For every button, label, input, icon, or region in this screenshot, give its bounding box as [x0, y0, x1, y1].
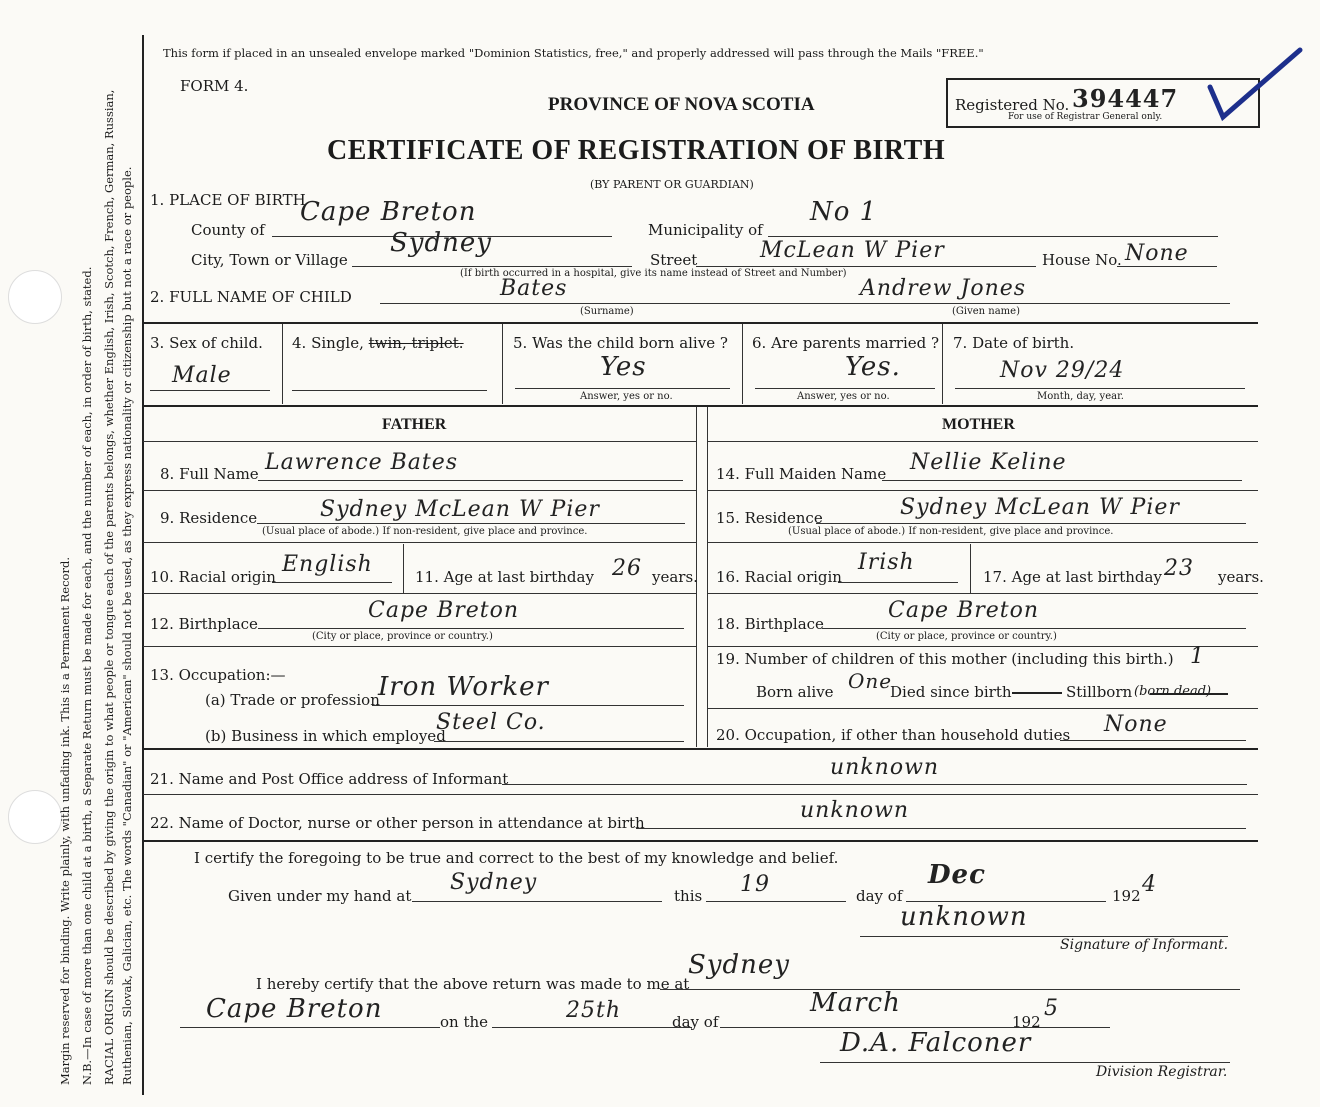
registrar-year-value: 5	[1044, 996, 1059, 1021]
doctor-value: unknown	[800, 798, 910, 823]
place-of-birth-label: 1. PLACE OF BIRTH	[150, 191, 306, 209]
mother-birthplace-label: 18. Birthplace	[716, 615, 824, 633]
born-alive-value: Yes	[600, 352, 647, 382]
single-text: 4. Single,	[292, 334, 364, 352]
binding-border	[142, 35, 144, 1095]
punch-hole-bottom	[8, 790, 62, 844]
dob-value: Nov 29/24	[1000, 358, 1125, 383]
dob-label: 7. Date of birth.	[953, 334, 1075, 352]
municipality-label: Municipality of	[648, 221, 763, 239]
certificate-title: CERTIFICATE OF REGISTRATION OF BIRTH	[327, 135, 946, 166]
on-the-label: on the	[440, 1013, 489, 1031]
county-value: Cape Breton	[300, 197, 477, 227]
died-since-birth-label: Died since birth	[890, 683, 1012, 701]
certificate-subtitle: (BY PARENT OR GUARDIAN)	[590, 178, 754, 191]
dob-note: Month, day, year.	[1037, 391, 1124, 402]
father-heading: FATHER	[382, 416, 447, 433]
certification-text: I certify the foregoing to be true and correct to the best of my knowledge and belief.	[194, 849, 839, 867]
informant-label: 21. Name and Post Office address of Informant	[150, 770, 509, 788]
margin-note-4: Ruthenian, Slovak, Galician, etc. The words "Canadian" or "American" should not be used, as they express nationality or citizenship but not a race or people.	[120, 166, 134, 1085]
father-name-value: Lawrence Bates	[265, 450, 459, 475]
mother-name-label: 14. Full Maiden Name	[716, 465, 887, 483]
blue-check-icon	[1205, 45, 1310, 125]
parents-married-value: Yes.	[845, 352, 901, 382]
mother-age-label: 17. Age at last birthday	[983, 568, 1162, 586]
province-title: PROVINCE OF NOVA SCOTIA	[548, 94, 815, 115]
father-age-value: 26	[612, 556, 642, 581]
registered-note: For use of Registrar General only.	[1008, 112, 1163, 122]
child-surname-value: Bates	[500, 276, 568, 301]
father-birthplace-value: Cape Breton	[368, 598, 520, 623]
year-value: 4	[1142, 872, 1157, 897]
registrar-county-value: Cape Breton	[206, 994, 383, 1024]
city-value: Sydney	[390, 228, 492, 258]
parents-married-note: Answer, yes or no.	[797, 391, 890, 402]
mother-age-unit: years.	[1218, 568, 1264, 586]
year-prefix: 192	[1112, 887, 1141, 905]
registrar-day-of-label: day of	[672, 1013, 719, 1031]
father-residence-label: 9. Residence	[160, 509, 258, 527]
month-value: Dec	[928, 860, 986, 890]
child-given-label: (Given name)	[952, 306, 1020, 317]
street-label: Street	[650, 251, 698, 269]
mother-age-value: 23	[1164, 556, 1194, 581]
stillborn-note: (born dead)	[1134, 684, 1212, 699]
house-number-value: None	[1125, 241, 1189, 266]
registrar-signature-label: Division Registrar.	[1096, 1064, 1228, 1080]
registrar-year-prefix: 192	[1012, 1013, 1041, 1031]
given-place-value: Sydney	[450, 870, 538, 895]
stillborn-label: Stillborn	[1066, 683, 1133, 701]
mother-children-value: 1	[1190, 644, 1205, 669]
mother-birthplace-value: Cape Breton	[888, 598, 1040, 623]
father-trade-label: (a) Trade or profession	[205, 691, 380, 709]
father-business-label: (b) Business in which employed	[205, 727, 446, 745]
mother-racial-value: Irish	[858, 550, 915, 575]
mother-name-value: Nellie Keline	[910, 450, 1067, 475]
sex-value: Male	[172, 363, 232, 388]
child-given-value: Andrew Jones	[860, 276, 1027, 301]
child-name-label: 2. FULL NAME OF CHILD	[150, 288, 352, 306]
father-residence-value: Sydney McLean W Pier	[320, 497, 600, 522]
born-alive-count-label: Born alive	[756, 683, 834, 701]
mother-children-label: 19. Number of children of this mother (including this birth.)	[716, 650, 1174, 668]
mother-occupation-label: 20. Occupation, if other than household duties	[716, 726, 1071, 744]
single-label	[292, 334, 464, 352]
margin-note-2: N.B.—In case of more than one child at a birth, a Separate Return must be made for each, and the number of each, in order of birth, stated.	[80, 266, 94, 1085]
hospital-note: (If birth occurred in a hospital, give its name instead of Street and Number)	[460, 268, 847, 279]
registrar-place-value: Sydney	[688, 950, 790, 980]
father-occupation-label: 13. Occupation:—	[150, 666, 286, 684]
mother-racial-label: 16. Racial origin	[716, 568, 842, 586]
day-value: 19	[740, 872, 770, 897]
mail-notice: This form if placed in an unsealed envelope marked "Dominion Statistics, free," and properly addressed will pass through the Mails "FREE."	[163, 46, 984, 60]
margin-note-3: RACIAL ORIGIN should be described by giving the origin to what people or tongue each of the parents belongs, whether English, Irish, Scotch, French, German, Russian,	[102, 89, 116, 1085]
born-alive-label: 5. Was the child born alive ?	[513, 334, 728, 352]
informant-signature-label: Signature of Informant.	[1060, 937, 1229, 953]
form-number: FORM 4.	[180, 77, 249, 95]
father-racial-label: 10. Racial origin	[150, 568, 276, 586]
house-number-label: House No.	[1042, 251, 1122, 269]
sex-label: 3. Sex of child.	[150, 334, 263, 352]
single-struck-text: twin, triplet.	[368, 334, 464, 352]
father-trade-value: Iron Worker	[378, 672, 549, 702]
father-birthplace-label: 12. Birthplace	[150, 615, 258, 633]
registrar-month-value: March	[810, 988, 901, 1018]
father-name-label: 8. Full Name	[160, 465, 259, 483]
punch-hole-top	[8, 270, 62, 324]
street-value: McLean W Pier	[760, 238, 945, 263]
county-label: County of	[191, 221, 265, 239]
child-surname-label: (Surname)	[580, 306, 634, 317]
registered-number: 394447	[1072, 84, 1179, 113]
mother-residence-label: 15. Residence	[716, 509, 823, 527]
born-alive-count-value: One	[848, 669, 893, 693]
given-under-hand-label: Given under my hand at	[228, 887, 412, 905]
registrar-signature: D.A. Falconer	[840, 1028, 1032, 1058]
mother-residence-note: (Usual place of abode.) If non-resident, give place and province.	[788, 526, 1114, 537]
registrar-text: I hereby certify that the above return was made to me at	[256, 975, 690, 993]
born-alive-note: Answer, yes or no.	[580, 391, 673, 402]
day-of-label: day of	[856, 887, 903, 905]
mother-heading: MOTHER	[942, 416, 1015, 433]
father-birthplace-note: (City or place, province or country.)	[312, 631, 493, 642]
mother-occupation-value: None	[1104, 712, 1168, 737]
parents-married-label: 6. Are parents married ?	[752, 334, 940, 352]
registrar-day-value: 25th	[566, 998, 622, 1023]
mother-residence-value: Sydney McLean W Pier	[900, 495, 1180, 520]
this-label: this	[674, 887, 703, 905]
registered-label: Registered No.	[955, 96, 1070, 114]
city-label: City, Town or Village	[191, 251, 348, 269]
father-business-value: Steel Co.	[436, 710, 546, 735]
father-residence-note: (Usual place of abode.) If non-resident, give place and province.	[262, 526, 588, 537]
father-racial-value: English	[282, 552, 373, 577]
informant-signature: unknown	[900, 902, 1028, 932]
municipality-value: No 1	[810, 197, 878, 227]
doctor-label: 22. Name of Doctor, nurse or other person in attendance at birth	[150, 814, 645, 832]
mother-birthplace-note: (City or place, province or country.)	[876, 631, 1057, 642]
father-age-unit: years.	[652, 568, 698, 586]
informant-value: unknown	[830, 755, 940, 780]
father-age-label: 11. Age at last birthday	[415, 568, 594, 586]
margin-note-1: Margin reserved for binding. Write plainly, with unfading ink. This is a Permanent Record.	[58, 557, 72, 1085]
